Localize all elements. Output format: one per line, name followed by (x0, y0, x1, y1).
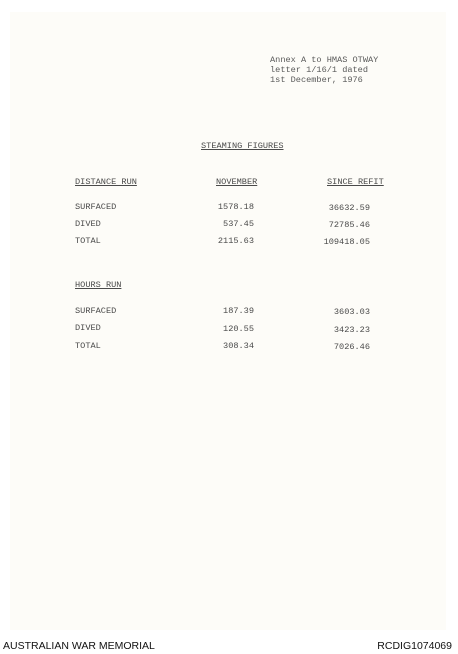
document-title: STEAMING FIGURES (201, 141, 284, 151)
hours-run-heading: HOURS RUN (75, 280, 122, 290)
since-refit-value: 7026.46 (333, 342, 370, 352)
since-refit-value: 3423.23 (333, 325, 370, 335)
november-value: 2115.63 (217, 236, 254, 246)
november-value: 308.34 (223, 341, 254, 351)
november-heading: NOVEMBER (216, 177, 258, 187)
annex-header-line: 1st December, 1976 (270, 75, 363, 85)
annex-header (270, 55, 378, 85)
since-refit-value: 109418.05 (323, 237, 370, 247)
since-refit-heading: SINCE REFIT (327, 177, 384, 187)
annex-header-line: Annex A to HMAS OTWAY (270, 55, 379, 65)
november-value: 537.45 (223, 219, 254, 229)
row-label: DIVED (75, 323, 101, 333)
document-page (10, 12, 446, 630)
since-refit-value: 36632.59 (328, 203, 370, 213)
footer-record-id: RCDIG1074069 (377, 640, 452, 652)
row-label: DIVED (75, 219, 101, 229)
row-label: TOTAL (75, 341, 101, 351)
row-label: TOTAL (75, 236, 101, 246)
footer-institution: AUSTRALIAN WAR MEMORIAL (3, 640, 155, 652)
row-label: SURFACED (75, 202, 117, 212)
since-refit-value: 72785.46 (328, 220, 370, 230)
annex-header-line: letter 1/16/1 dated (270, 65, 368, 75)
november-value: 120.55 (223, 324, 254, 334)
november-value: 187.39 (223, 306, 254, 316)
since-refit-value: 3603.03 (333, 307, 370, 317)
distance-run-heading: DISTANCE RUN (75, 177, 137, 187)
november-value: 1578.18 (217, 202, 254, 212)
row-label: SURFACED (75, 306, 117, 316)
